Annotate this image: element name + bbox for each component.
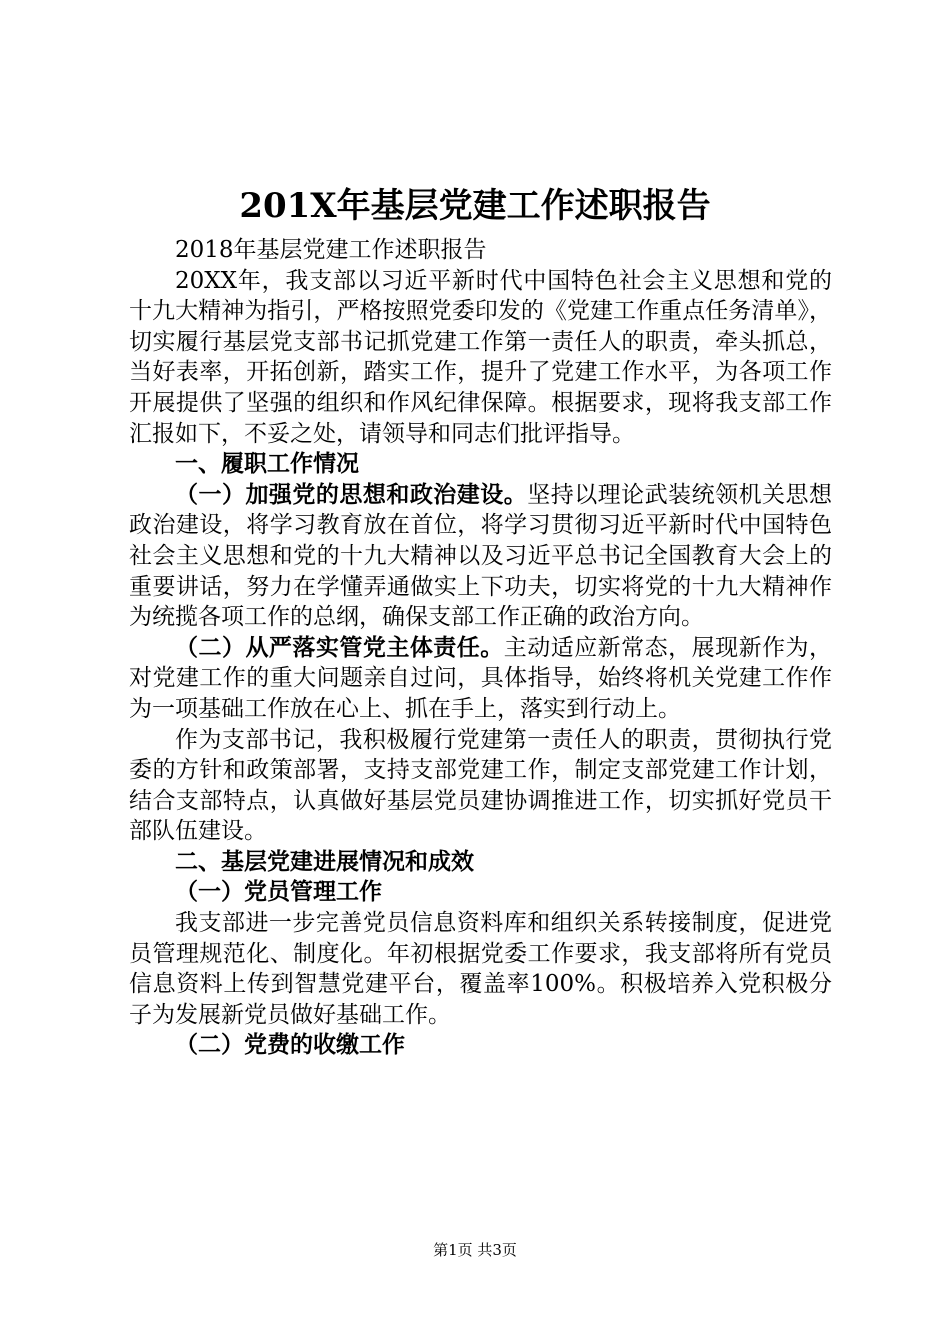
document-subtitle: 2018年基层党建工作述职报告	[175, 237, 487, 263]
document-body	[129, 235, 832, 1061]
section1-item2-lead: （二）从严落实管党主体责任。	[175, 634, 504, 661]
section1-item2-paragraph	[129, 633, 832, 725]
page-footer: 第1页 共3页	[433, 1241, 517, 1259]
section1-item1-lead: （一）加强党的思想和政治建设。	[175, 481, 528, 508]
section2-item1-heading: （一）党员管理工作	[175, 879, 382, 906]
section1-paragraph: 作为支部书记，我积极履行党建第一责任人的职责，贯彻执行党委的方针和政策部署，支持支部党建工作，制定支部党建工作计划，结合支部特点，认真做好基层党员建协调推进工作，切实抓好党员干部队伍建设。	[129, 726, 832, 845]
section1-heading: 一、履职工作情况	[175, 451, 359, 478]
section1-item2-text: 主动适应新常态，展现新作为，对党建工作的重大问题亲自过问，具体指导，始终将机关党建工作作为一项基础工作放在心上、抓在手上，落实到行动上。	[129, 634, 833, 722]
section1-item1-paragraph	[129, 480, 832, 633]
intro-paragraph: 20XX年，我支部以习近平新时代中国特色社会主义思想和党的十九大精神为指引，严格按照党委印发的《党建工作重点任务清单》，切实履行基层党支部书记抓党建工作第一责任人的职责，牵头抓总，当好表率，开拓创新，踏实工作，提升了党建工作水平，为各项工作开展提供了坚强的组织和作风纪律保障。根据要求，现将我支部工作汇报如下，不妥之处，请领导和同志们批评指导。	[129, 267, 832, 447]
section2-item2-heading: （二）党费的收缴工作	[175, 1032, 405, 1059]
section2-heading: 二、基层党建进展情况和成效	[175, 848, 474, 875]
document-title: 201X年基层党建工作述职报告	[239, 186, 711, 226]
section2-item1-paragraph: 我支部进一步完善党员信息资料库和组织关系转接制度，促进党员管理规范化、制度化。年初根据党委工作要求，我支部将所有党员信息资料上传到智慧党建平台，覆盖率100%。积极培养入党积极分子为发展新党员做好基础工作。	[129, 910, 832, 1028]
section1-item1-text: 坚持以理论武装统领机关思想政治建设，将学习教育放在首位，将学习贯彻习近平新时代中国特色社会主义思想和党的十九大精神以及习近平总书记全国教育大会上的重要讲话，努力在学懂弄通做实上下功夫，切实将党的十九大精神作为统揽各项工作的总纲，确保支部工作正确的政治方向。	[129, 481, 833, 631]
